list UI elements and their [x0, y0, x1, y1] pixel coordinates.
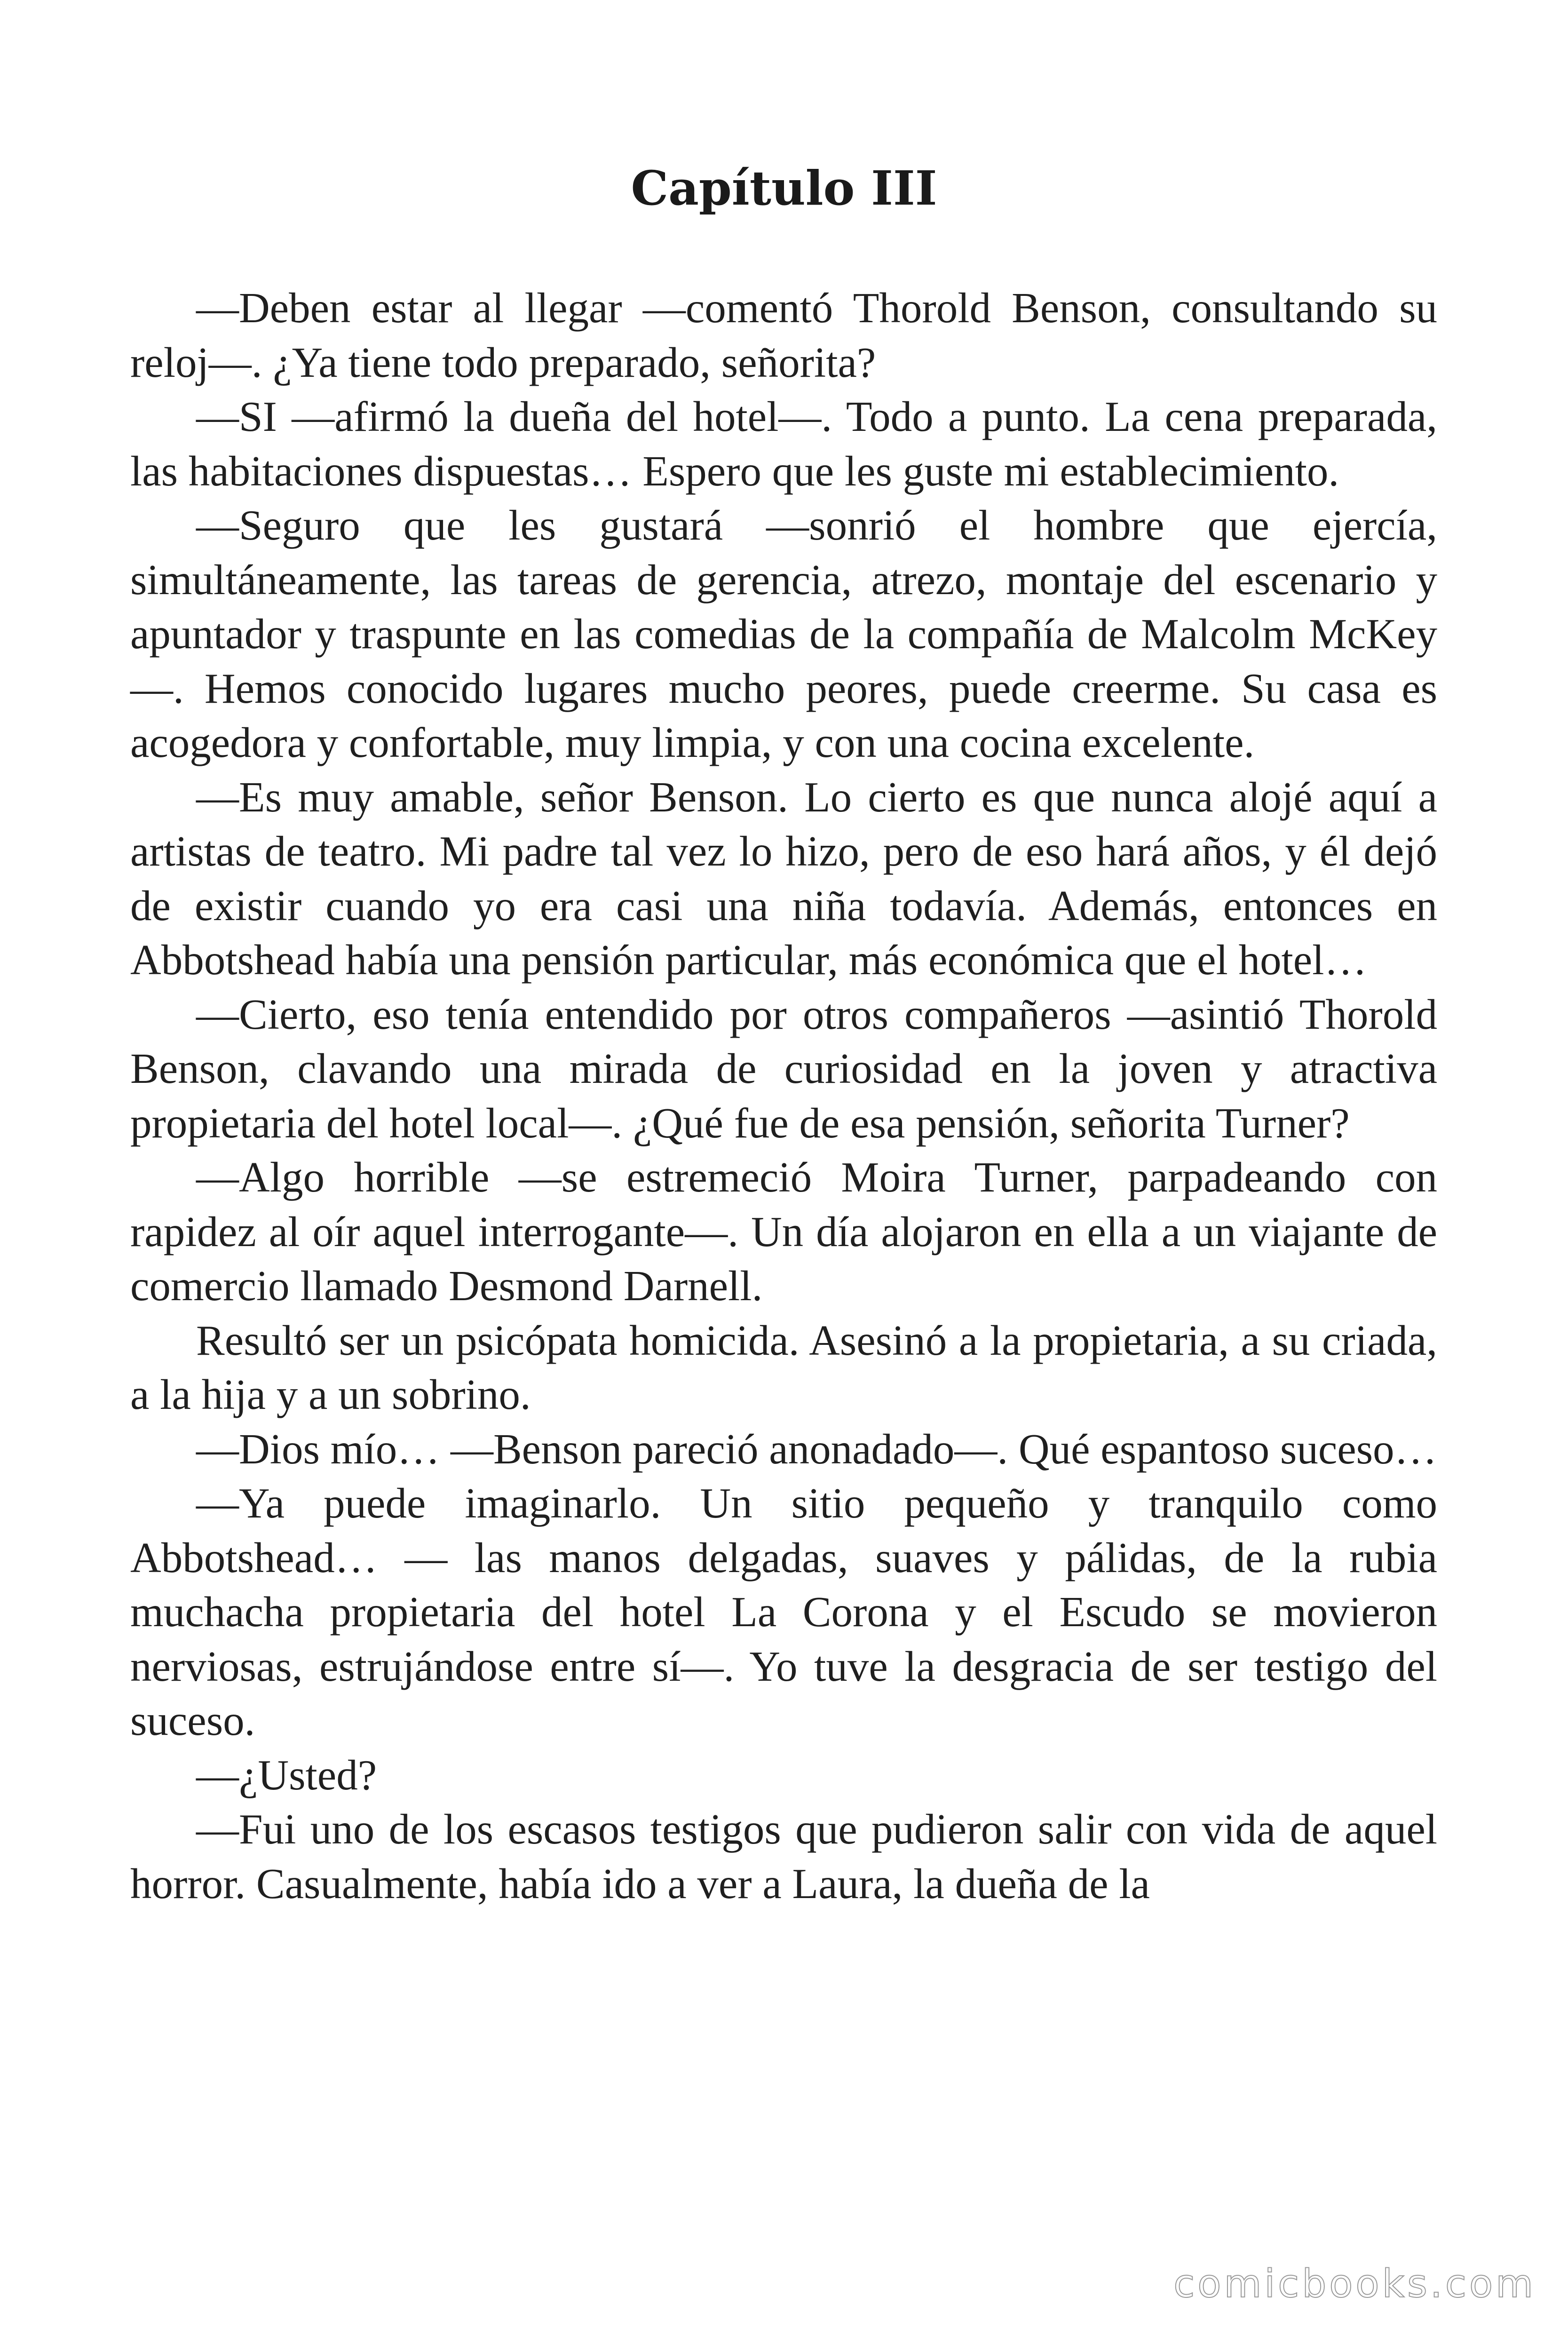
paragraph: —SI —afirmó la dueña del hotel—. Todo a punto. La cena preparada, las habitaciones dispuestas… Espero que les guste mi establecimiento.	[130, 393, 1437, 495]
paragraph: —Es muy amable, señor Benson. Lo cierto es que nunca alojé aquí a artistas de teatro. Mi padre tal vez lo hizo, pero de eso hará años, y él dejó de existir cuando yo era casi una niña todavía. Además, entonces en Abbotshead había una pensión particular, más económica que el hotel…	[130, 773, 1437, 984]
paragraph: —Ya puede imaginarlo. Un sitio pequeño y tranquilo como Abbotshead… — las manos delgadas, suaves y pálidas, de la rubia muchacha propietaria del hotel La Corona y el Escudo se movieron nerviosas, estrujándose entre sí—. Yo tuve la desgracia de ser testigo del suceso.	[130, 1479, 1437, 1744]
paragraph: —Dios mío… —Benson pareció anonadado—. Qué espantoso suceso…	[196, 1425, 1437, 1473]
paragraph: Resultó ser un psicópata homicida. Asesinó a la propietaria, a su criada, a la hija y a un sobrino.	[130, 1316, 1437, 1418]
paragraph: —Deben estar al llegar —comentó Thorold Benson, consultando su reloj—. ¿Ya tiene todo preparado, señorita?	[130, 284, 1437, 386]
watermark-text: comicbooks.com	[1173, 2262, 1536, 2306]
chapter-title: Capítulo III	[631, 160, 937, 216]
paragraph: —Fui uno de los escasos testigos que pudieron salir con vida de aquel horror. Casualmente, había ido a ver a Laura, la dueña de la	[130, 1805, 1437, 1907]
paragraph: —¿Usted?	[196, 1751, 377, 1799]
paragraph: —Seguro que les gustará —sonrió el hombre que ejercía, simultáneamente, las tareas de gerencia, atrezo, montaje del escenario y apuntador y traspunte en las comedias de la compañía de Malcolm McKey—. Hemos conocido lugares mucho peores, puede creerme. Su casa es acogedora y confortable, muy limpia, y con una cocina excelente.	[130, 501, 1437, 766]
paragraph: —Cierto, eso tenía entendido por otros compañeros —asintió Thorold Benson, clavando una mirada de curiosidad en la joven y atractiva propietaria del hotel local—. ¿Qué fue de esa pensión, señorita Turner?	[130, 990, 1437, 1147]
paragraph: —Algo horrible —se estremeció Moira Turner, parpadeando con rapidez al oír aquel interrogante—. Un día alojaron en ella a un viajante de comercio llamado Desmond Darnell.	[130, 1153, 1437, 1310]
chapter-body	[130, 281, 1437, 1911]
